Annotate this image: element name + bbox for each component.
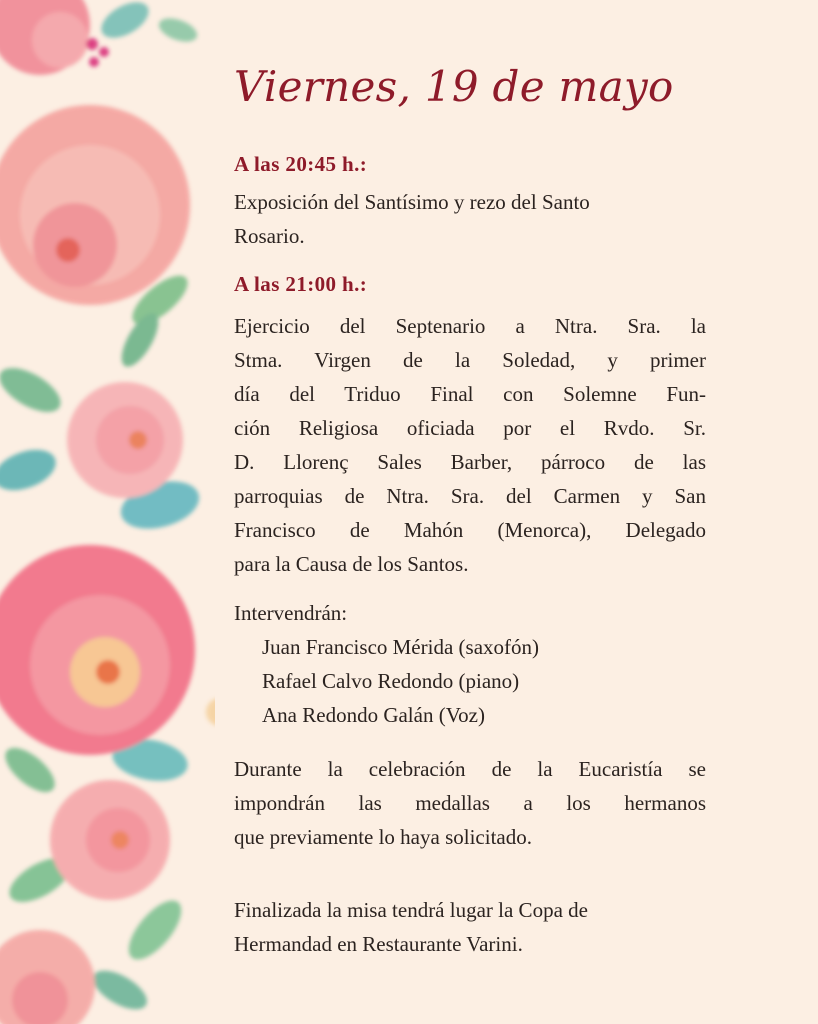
paragraph-line: impondrán las medallas a los hermanos [234, 791, 706, 815]
paragraph-line: Rosario. [234, 224, 305, 248]
time-heading-2045: A las 20:45 h.: [234, 152, 368, 176]
rosary-paragraph [234, 185, 706, 253]
paragraph-line: Exposición del Santísimo y rezo del Santo [234, 190, 590, 214]
paragraph-line: D. Llorenç Sales Barber, párroco de las [234, 450, 706, 474]
closing-paragraph [234, 893, 706, 961]
paragraph-line: día del Triduo Final con Solemne Fun- [234, 382, 706, 406]
participant-item: Rafael Calvo Redondo (piano) [262, 669, 520, 693]
paragraph-line: para la Causa de los Santos. [234, 552, 469, 576]
participant-item: Ana Redondo Galán (Voz) [262, 703, 485, 727]
participant-item: Juan Francisco Mérida (saxofón) [262, 635, 539, 659]
septenario-paragraph [234, 309, 706, 581]
paragraph-line: Finalizada la misa tendrá lugar la Copa de [234, 898, 588, 922]
participants-label: Intervendrán: [234, 601, 348, 625]
paragraph-line: ción Religiosa oficiada por el Rvdo. Sr. [234, 416, 706, 440]
paragraph-line: Durante la celebración de la Eucaristía se [234, 757, 706, 781]
paragraph-line: Stma. Virgen de la Soledad, y primer [234, 348, 706, 372]
time-heading-2100: A las 21:00 h.: [234, 272, 368, 296]
floral-border-illustration [0, 0, 215, 1024]
eucharist-paragraph [234, 752, 706, 854]
paragraph-line: Francisco de Mahón (Menorca), Delegado [234, 518, 706, 542]
paragraph-line: parroquias de Ntra. Sra. del Carmen y San [234, 484, 706, 508]
participants-block [234, 596, 706, 732]
paragraph-line: Ejercicio del Septenario a Ntra. Sra. la [234, 314, 706, 338]
paragraph-line: Hermandad en Restaurante Varini. [234, 932, 523, 956]
page-title: Viernes, 19 de mayo [234, 62, 674, 111]
paragraph-line: que previamente lo haya solicitado. [234, 825, 532, 849]
